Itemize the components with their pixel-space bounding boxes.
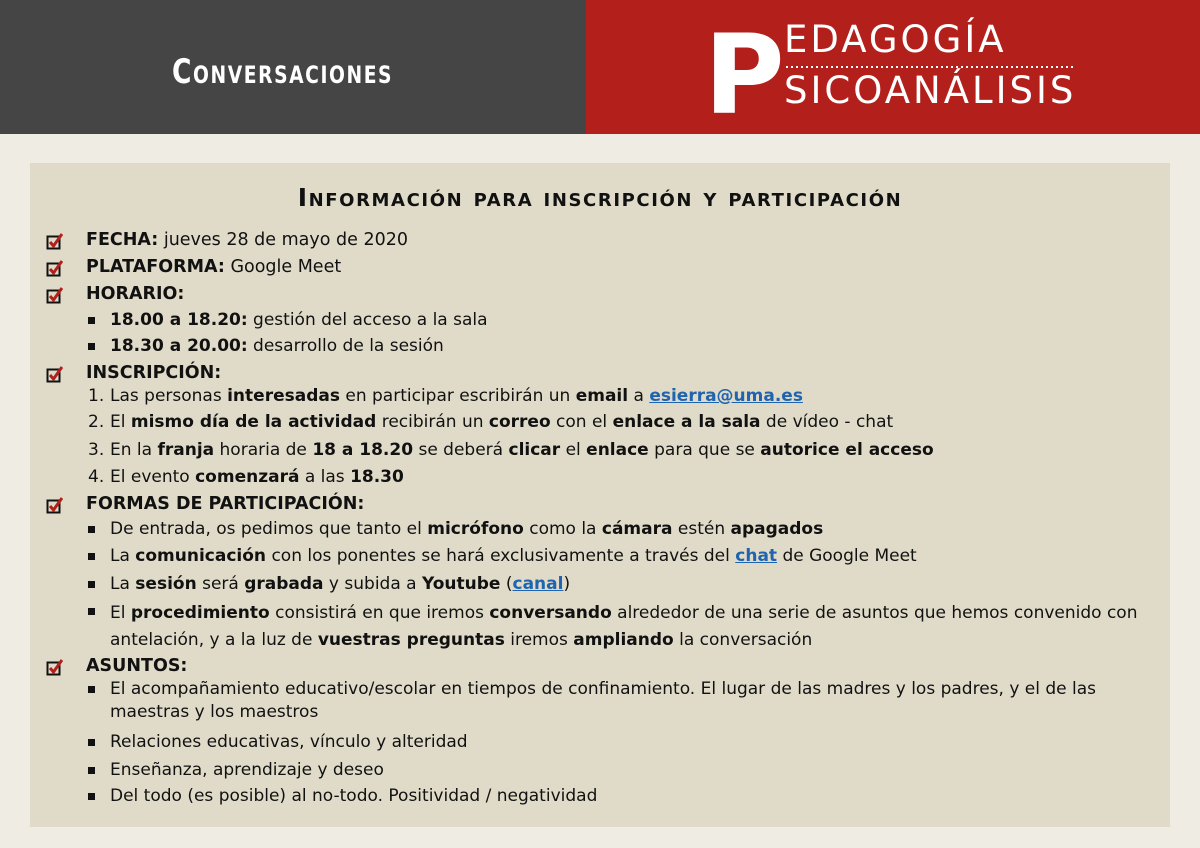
list-item: Relaciones educativas, vínculo y alteridad: [110, 732, 468, 752]
bullet-icon: [88, 317, 95, 324]
bullet-icon: [88, 739, 95, 746]
bullet-icon: [88, 608, 95, 615]
pedagogia-psicoanalisis-logo: [586, 0, 1200, 134]
list-item: 18.30 a 20.00: desarrollo de la sesión: [110, 336, 444, 356]
panel-title: Información para inscripción y participación: [297, 183, 903, 212]
info-panel: [30, 163, 1170, 827]
checkbox-checked-icon: [46, 366, 63, 383]
list-item: Enseñanza, aprendizaje y deseo: [110, 760, 384, 780]
list-item: El mismo día de la actividad recibirán un correo con el enlace a la sala de vídeo - chat: [110, 412, 894, 432]
bullet-icon: [88, 793, 95, 800]
bullet-icon: [88, 553, 95, 560]
list-number: 4.: [88, 467, 105, 487]
inscripcion-heading: INSCRIPCIÓN:: [86, 363, 222, 383]
info-content: [30, 163, 1170, 827]
checkbox-checked-icon: [46, 287, 63, 304]
header-left-band: [0, 0, 586, 134]
bullet-icon: [88, 343, 95, 350]
bullet-icon: [88, 526, 95, 533]
bullet-icon: [88, 686, 95, 693]
checkbox-checked-icon: [46, 497, 63, 514]
logo-line1: EDAGOGÍA: [784, 18, 1007, 61]
list-item: Del todo (es posible) al no-todo. Positividad / negatividad: [110, 786, 598, 806]
list-item: La comunicación con los ponentes se hará exclusivamente a través del chat de Google Meet: [110, 546, 917, 566]
list-item: Las personas interesadas en participar escribirán un email a esierra@uma.es: [110, 386, 803, 406]
list-number: 1.: [88, 386, 105, 406]
bullet-icon: [88, 767, 95, 774]
list-number: 3.: [88, 440, 105, 460]
fecha-line: FECHA: jueves 28 de mayo de 2020: [86, 230, 408, 250]
youtube-channel-link[interactable]: canal: [512, 574, 564, 594]
asuntos-heading: ASUNTOS:: [86, 656, 188, 676]
list-number: 2.: [88, 412, 105, 432]
list-item: El evento comenzará a las 18.30: [110, 467, 404, 487]
list-item: En la franja horaria de 18 a 18.20 se deberá clicar el enlace para que se autorice el acceso: [110, 440, 934, 460]
list-item: 18.00 a 18.20: gestión del acceso a la sala: [110, 310, 488, 330]
list-item: De entrada, os pedimos que tanto el micrófono como la cámara estén apagados: [110, 519, 824, 539]
bullet-icon: [88, 581, 95, 588]
logo-initial: P: [704, 11, 785, 134]
page-title: Conversaciones: [172, 52, 394, 92]
checkbox-checked-icon: [46, 659, 63, 676]
list-item: La sesión será grabada y subida a Youtube (canal): [110, 574, 571, 594]
email-link[interactable]: esierra@uma.es: [649, 386, 803, 406]
logo-band: [586, 0, 1200, 134]
horario-heading: HORARIO:: [86, 284, 185, 304]
checkbox-checked-icon: [46, 233, 63, 250]
list-item: El procedimiento consistirá en que iremos conversando alrededor de una serie de asuntos que hemos convenido con antelación, y a la luz de vuestras preguntas iremos ampliando la conversación: [110, 603, 1138, 650]
checkbox-checked-icon: [46, 260, 63, 277]
list-item: El acompañamiento educativo/escolar en tiempos de confinamiento. El lugar de las madres y los padres, y el de las maestras y los maestros: [110, 679, 1097, 722]
formas-heading: FORMAS DE PARTICIPACIÓN:: [86, 494, 365, 514]
plataforma-line: PLATAFORMA: Google Meet: [86, 257, 342, 277]
logo-line2: SICOANÁLISIS: [784, 69, 1077, 112]
chat-link[interactable]: chat: [735, 546, 778, 566]
